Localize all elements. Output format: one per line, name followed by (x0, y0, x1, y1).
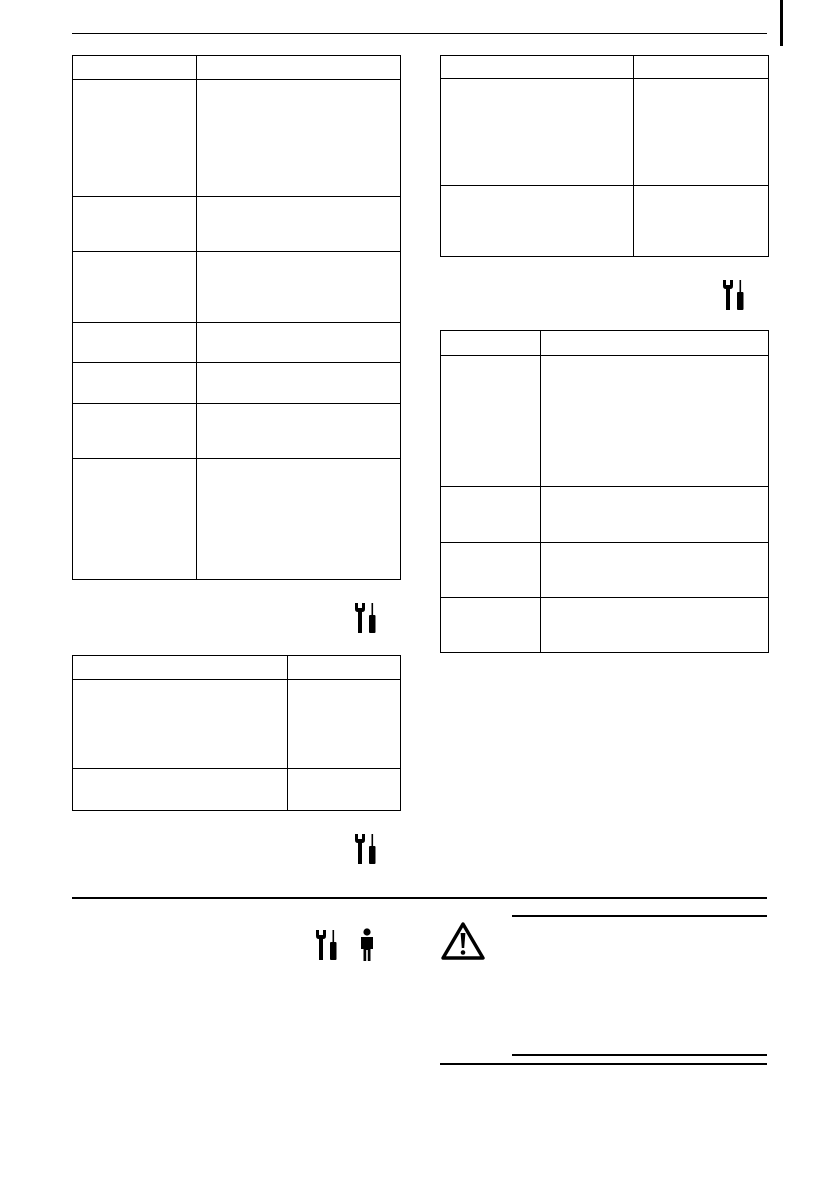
table-cell (441, 487, 541, 543)
wrench-screwdriver-icon (354, 602, 378, 634)
table-cell (634, 186, 769, 257)
table-cell (197, 197, 401, 252)
table-cell (197, 459, 401, 580)
table-cell (541, 331, 769, 356)
table-row (73, 80, 401, 197)
table-cell (541, 356, 769, 487)
table-row (441, 543, 769, 598)
table-cell (73, 769, 288, 811)
table-row (73, 56, 401, 80)
table-top-right (440, 55, 769, 257)
table-cell (197, 323, 401, 363)
table-right-middle (440, 330, 769, 653)
table-cell (73, 656, 288, 680)
warning-base-rule (440, 1063, 767, 1065)
table-row (441, 598, 769, 653)
table-row (441, 356, 769, 487)
table-cell (441, 79, 634, 186)
table-cell (197, 80, 401, 197)
table-row (441, 186, 769, 257)
table-row (441, 56, 769, 79)
table-top-left (72, 55, 401, 580)
table-cell (197, 252, 401, 323)
table-cell (441, 356, 541, 487)
table-cell (634, 56, 769, 79)
person-icon (357, 928, 377, 962)
table-row (441, 79, 769, 186)
table-cell (441, 598, 541, 653)
warning-triangle-icon (440, 921, 486, 961)
table-row (441, 487, 769, 543)
table-cell (441, 56, 634, 79)
table-row (73, 363, 401, 404)
table-cell (441, 186, 634, 257)
table-row (73, 404, 401, 459)
table-cell (73, 252, 197, 323)
header-rule (72, 33, 767, 34)
table-row (441, 331, 769, 356)
table-cell (441, 543, 541, 598)
table-cell (441, 331, 541, 356)
table-row (73, 197, 401, 252)
table-cell (541, 598, 769, 653)
table-row (73, 323, 401, 363)
table-cell (197, 363, 401, 404)
warning-bottom-rule (512, 1054, 767, 1056)
table-cell (73, 363, 197, 404)
page-tab-marker (780, 0, 783, 46)
table-cell (73, 459, 197, 580)
table-cell (73, 80, 197, 197)
wrench-screwdriver-icon (354, 833, 378, 865)
warning-top-rule (512, 915, 767, 917)
table-bottom-left (72, 655, 401, 811)
table-cell (73, 680, 288, 769)
table-cell (197, 404, 401, 459)
table-cell (73, 323, 197, 363)
table-cell (197, 56, 401, 80)
wrench-screwdriver-icon (722, 279, 746, 311)
table-cell (288, 656, 401, 680)
wrench-screwdriver-icon (315, 929, 339, 961)
table-cell (541, 543, 769, 598)
table-row (73, 656, 401, 680)
table-row (73, 459, 401, 580)
table-cell (73, 56, 197, 80)
table-cell (634, 79, 769, 186)
table-cell (73, 404, 197, 459)
table-row (73, 680, 401, 769)
table-cell (288, 769, 401, 811)
table-cell (288, 680, 401, 769)
table-row (73, 769, 401, 811)
table-cell (73, 197, 197, 252)
table-row (73, 252, 401, 323)
table-cell (541, 487, 769, 543)
section-divider (72, 897, 767, 899)
